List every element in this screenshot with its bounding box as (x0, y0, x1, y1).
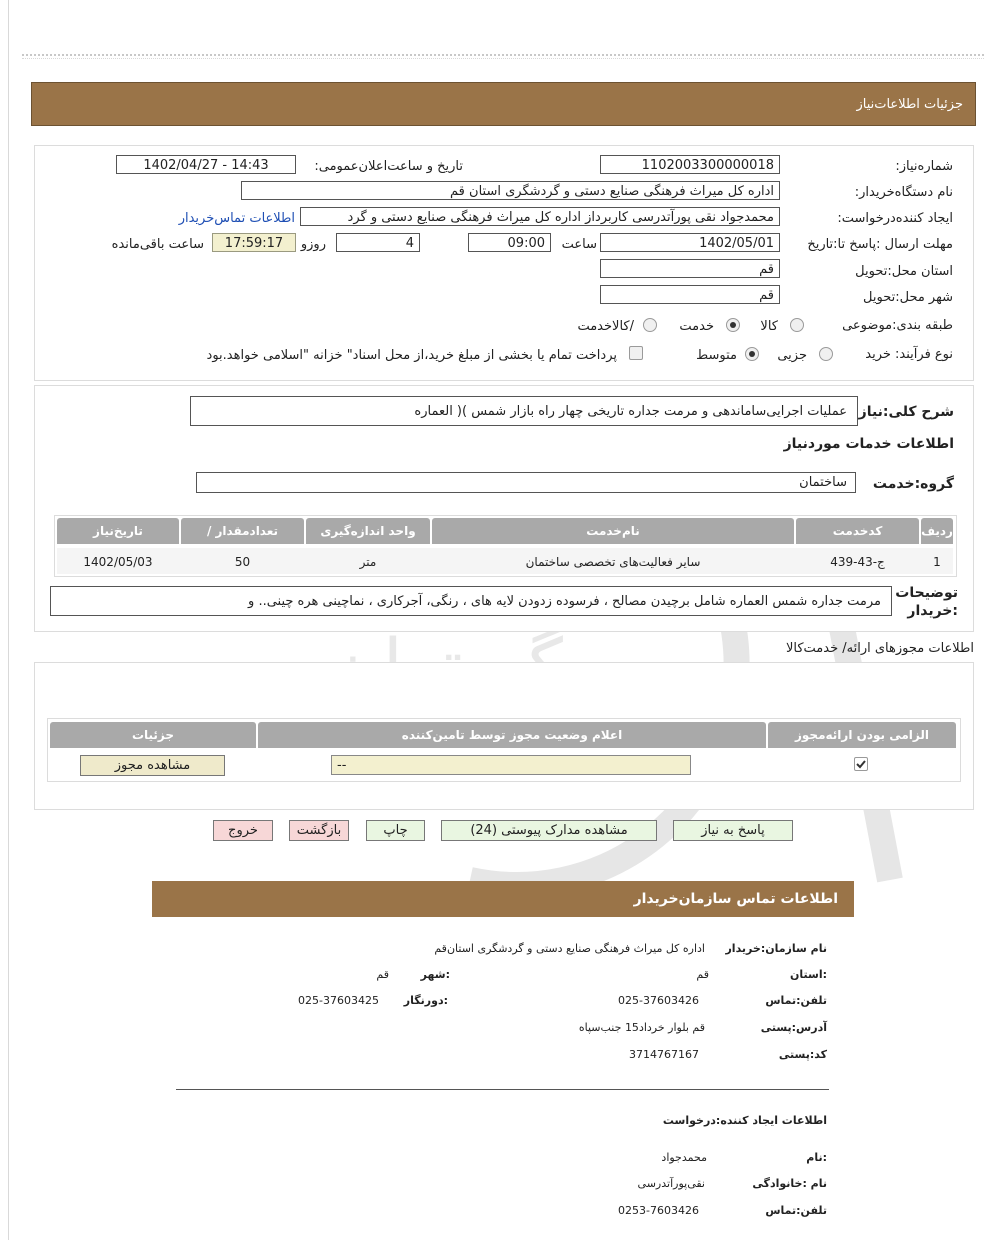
services-header-name: نام‌خدمت (432, 518, 794, 544)
contact-header-title: اطلاعات تماس سازمان‌خریدار (633, 891, 838, 907)
page-header (31, 82, 976, 126)
buyer-org-label: نام دستگاه‌خریدار: (854, 185, 953, 200)
process-radio-medium[interactable] (745, 347, 759, 361)
summary-field: عملیات اجرایی‌ساماندهی و مرمت جداره تاریخی چهار راه بازار شمس )( العماره (190, 396, 858, 426)
cell-unit: متر (359, 555, 377, 569)
process-option-medium: متوسط (696, 348, 737, 363)
summary-label: شرح کلی:نیاز (858, 404, 954, 420)
need-number-label: شماره‌نیاز: (895, 159, 953, 174)
category-radio-goods[interactable] (790, 318, 804, 332)
services-header-row-num: ردیف (921, 518, 953, 544)
contact-phone-value: 025-37603426 (618, 994, 699, 1007)
group-field: ساختمان (196, 472, 856, 493)
view-permit-button[interactable]: مشاهده مجوز (80, 755, 225, 776)
remaining-time-label: ساعت باقی‌مانده (111, 237, 204, 252)
permits-title: اطلاعات مجوزهای ارائه/ خدمت‌کالا (785, 641, 974, 656)
services-header-quantity: / تعدادمقدار (181, 518, 304, 544)
services-header-unit: واحد اندازه‌گیری (306, 518, 430, 544)
buyer-notes-label: توضیحات :خریدار (895, 585, 958, 619)
services-header-date: تاریخ‌نیاز (57, 518, 179, 544)
permits-header-required: الزامی بودن ارائه‌مجوز (768, 722, 956, 748)
exit-button[interactable]: خروج (213, 820, 273, 841)
treasury-payment-note: پرداخت تمام یا بخشی از مبلغ خرید،از محل اسناد" خزانه "اسلامی خواهد.بود (206, 348, 617, 363)
province-label: استان محل:تحویل (855, 264, 953, 279)
back-button[interactable]: بازگشت (289, 820, 349, 841)
contact-postal-label: کد:پستی (778, 1048, 827, 1061)
creator-family-value: نقی‌پورآتدرسی (637, 1177, 705, 1190)
top-divider (22, 54, 984, 56)
reply-button[interactable]: پاسخ به نیاز (673, 820, 793, 841)
services-title: اطلاعات خدمات موردنیاز (783, 436, 954, 452)
buyer-contact-link[interactable]: اطلاعات تماس‌خریدار (178, 211, 295, 226)
deadline-label: مهلت ارسال :پاسخ تا:تاریخ (807, 237, 953, 252)
creator-family-label: نام :خانوادگی (752, 1177, 827, 1190)
permits-header-status: اعلام وضعیت مجوز توسط تامین‌کننده (258, 722, 766, 748)
contact-province-value: قم (696, 968, 709, 981)
cell-service-code: ج-43-439 (830, 555, 885, 569)
permit-status-field: -- (331, 755, 691, 775)
creator-label: ایجاد کننده‌درخواست: (837, 211, 953, 226)
creator-field: محمدجواد نقی پورآتدرسی کاربرداز اداره کل میراث فرهنگی صنایع دستی و گرد (300, 207, 780, 226)
province-field: قم (600, 259, 780, 278)
contact-city-value: قم (376, 968, 389, 981)
contact-fax-value: 025-37603425 (298, 994, 379, 1007)
contact-address-value: قم بلوار خرداد15 جنب‌سپاه (578, 1021, 705, 1034)
deadline-time-field: 09:00 (468, 233, 551, 252)
city-field: قم (600, 285, 780, 304)
need-number-field: 1102003300000018 (600, 155, 780, 174)
contact-city-label: :شهر (420, 968, 450, 981)
cell-service-name: سایر فعالیت‌های تخصصی ساختمان (525, 555, 701, 569)
print-button[interactable]: چاپ (366, 820, 425, 841)
announce-field: 1402/04/27 - 14:43 (116, 155, 296, 174)
contact-phone-label: تلفن:تماس (765, 994, 827, 1007)
category-option-service: خدمت (679, 319, 714, 334)
creator-info-title: اطلاعات ایجاد کننده:درخواست (662, 1114, 827, 1127)
view-attachments-button[interactable]: مشاهده مدارک پیوستی (24) (441, 820, 657, 841)
category-label: طبقه بندی:موضوعی (842, 318, 953, 333)
creator-name-value: محمدجواد (661, 1151, 707, 1164)
contact-fax-label: :دورنگار (403, 994, 448, 1007)
city-label: شهر محل:تحویل (863, 290, 953, 305)
deadline-date-field: 1402/05/01 (600, 233, 780, 252)
permits-header-details: جزئیات (50, 722, 256, 748)
contact-postal-value: 3714767167 (629, 1048, 699, 1061)
announce-label: تاریخ و ساعت‌اعلان‌عمومی: (314, 159, 463, 174)
contact-header (152, 881, 854, 917)
cell-quantity: 50 (234, 555, 251, 569)
cell-row-num: 1 (933, 555, 941, 569)
contact-province-label: :استان (790, 968, 827, 981)
buyer-org-field: اداره کل میراث فرهنگی صنایع دستی و گردشگری استان قم (241, 181, 780, 200)
contact-divider (176, 1089, 829, 1090)
process-label: نوع فرآیند: خرید (865, 347, 953, 362)
buyer-notes-field: مرمت جداره شمس العماره شامل برچیدن مصالح ، فرسوده زدودن لایه های ، رنگی، آجرکاری ، نماچینی هره چینی.. و (50, 586, 892, 616)
deadline-time-label: ساعت (561, 237, 597, 252)
days-field: 4 (336, 233, 420, 252)
days-label: روزو (300, 237, 326, 252)
contact-org-value: اداره کل میراث فرهنگی صنایع دستی و گردشگری استان‌قم (434, 942, 705, 955)
cell-need-date: 1402/05/03 (83, 555, 153, 569)
remaining-time-field: 17:59:17 (212, 233, 296, 252)
process-radio-minor[interactable] (819, 347, 833, 361)
check-icon (855, 758, 867, 770)
top-divider-secondary (22, 58, 984, 59)
contact-address-label: آدرس:پستی (760, 1021, 827, 1034)
process-option-minor: جزیی (777, 348, 807, 363)
treasury-payment-checkbox[interactable] (629, 346, 643, 360)
services-header-code: کدخدمت (796, 518, 919, 544)
creator-phone-label: تلفن:تماس (765, 1204, 827, 1217)
creator-name-label: :نام (806, 1151, 827, 1164)
category-radio-goods-service[interactable] (643, 318, 657, 332)
page-header-title: جزئیات اطلاعات‌نیاز (856, 97, 963, 112)
left-border-line (8, 0, 9, 1240)
category-option-goods-service: /کالاخدمت (577, 319, 634, 334)
creator-phone-value: 0253-7603426 (618, 1204, 699, 1217)
group-label: گروه:خدمت (872, 476, 954, 492)
category-option-goods: کالا (760, 319, 778, 334)
contact-org-label: نام سازمان:خریدار (725, 942, 827, 955)
category-radio-service[interactable] (726, 318, 740, 332)
permit-required-checkbox (854, 757, 868, 771)
